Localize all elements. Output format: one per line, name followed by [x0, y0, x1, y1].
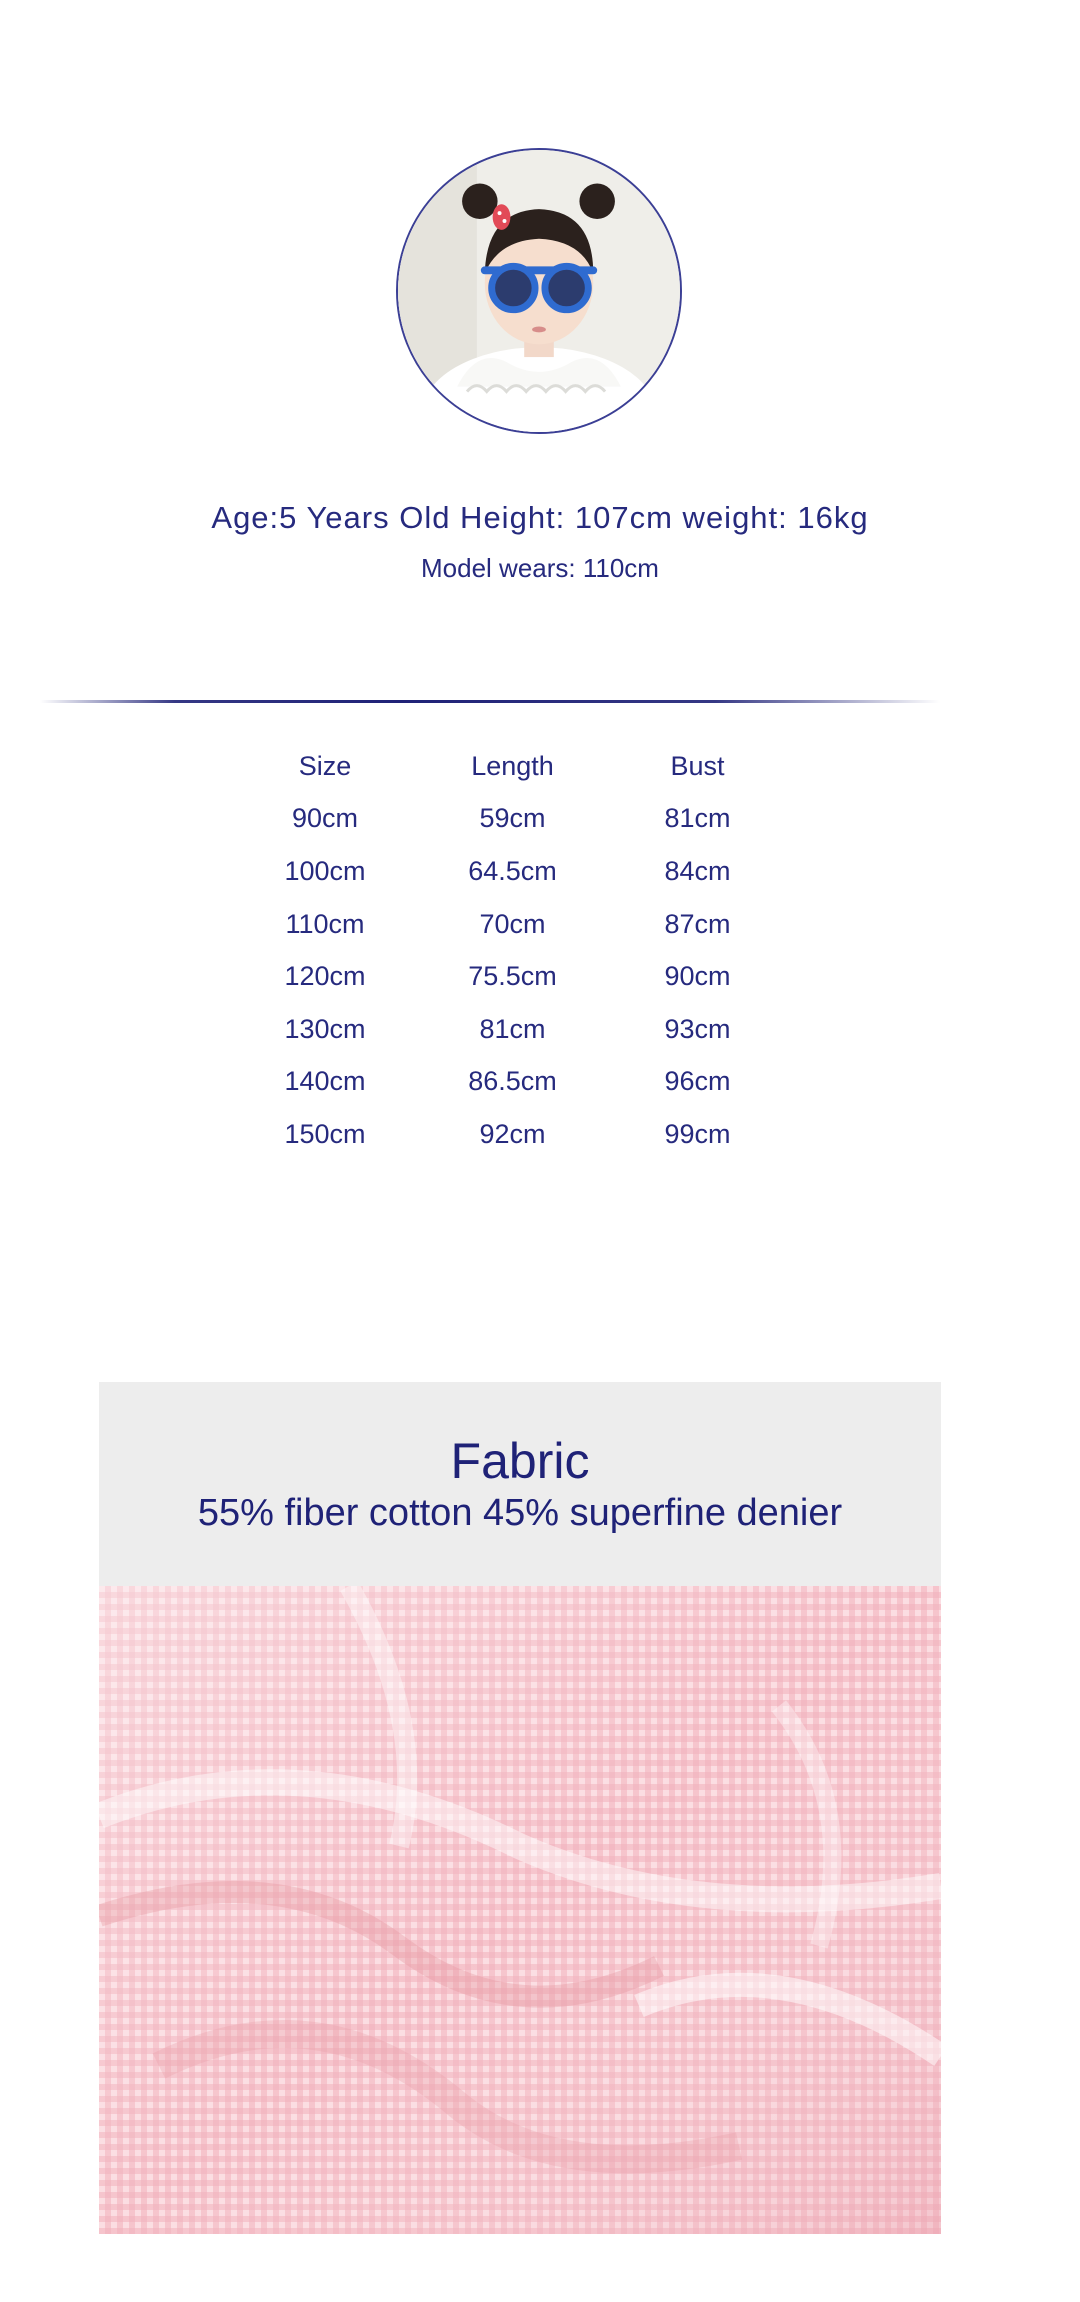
cell-length: 86.5cm: [468, 1066, 557, 1097]
fabric-header: [99, 1382, 941, 1586]
table-row: [230, 950, 790, 1003]
fabric-title: Fabric: [450, 1433, 590, 1489]
cell-bust: 96cm: [664, 1066, 731, 1097]
cell-size: 110cm: [285, 908, 365, 939]
table-row: [230, 793, 790, 846]
cell-bust: 87cm: [664, 908, 731, 939]
size-chart-header-row: [230, 740, 790, 793]
fabric-image: [99, 1586, 941, 2234]
header-bust: Bust: [670, 750, 725, 781]
model-avatar: [396, 148, 682, 434]
table-row: [230, 1003, 790, 1056]
header-length: Length: [471, 750, 554, 781]
model-wears-size: Model wears: 110cm: [421, 553, 659, 583]
cell-size: 140cm: [284, 1066, 366, 1097]
cell-size: 90cm: [291, 803, 359, 834]
cell-length: 70cm: [479, 908, 546, 939]
header-size: Size: [298, 750, 352, 781]
child-model-photo-icon: [398, 150, 680, 432]
table-row: [230, 1108, 790, 1161]
cell-bust: 99cm: [664, 1118, 731, 1149]
cell-size: 130cm: [284, 1013, 366, 1044]
cell-bust: 93cm: [664, 1013, 731, 1044]
cell-length: 92cm: [479, 1118, 546, 1149]
cell-size: 150cm: [284, 1118, 366, 1149]
table-row: [230, 845, 790, 898]
section-divider: [40, 700, 940, 703]
fabric-card: [99, 1382, 941, 2234]
cell-bust: 90cm: [664, 961, 731, 992]
cell-length: 59cm: [479, 803, 546, 834]
fabric-description: 55% fiber cotton 45% superfine denier: [197, 1492, 843, 1534]
table-row: [230, 1056, 790, 1109]
model-stats: Age:5 Years Old Height: 107cm weight: 16kg: [211, 500, 869, 535]
cell-bust: 84cm: [664, 855, 731, 886]
table-row: [230, 898, 790, 951]
cell-size: 120cm: [284, 961, 366, 992]
cell-bust: 81cm: [664, 803, 731, 834]
cell-length: 75.5cm: [468, 961, 557, 992]
pink-seersucker-fabric-photo-icon: [99, 1586, 941, 2234]
size-chart-table: [230, 740, 790, 1161]
cell-length: 81cm: [479, 1013, 546, 1044]
cell-length: 64.5cm: [468, 855, 557, 886]
cell-size: 100cm: [284, 855, 366, 886]
